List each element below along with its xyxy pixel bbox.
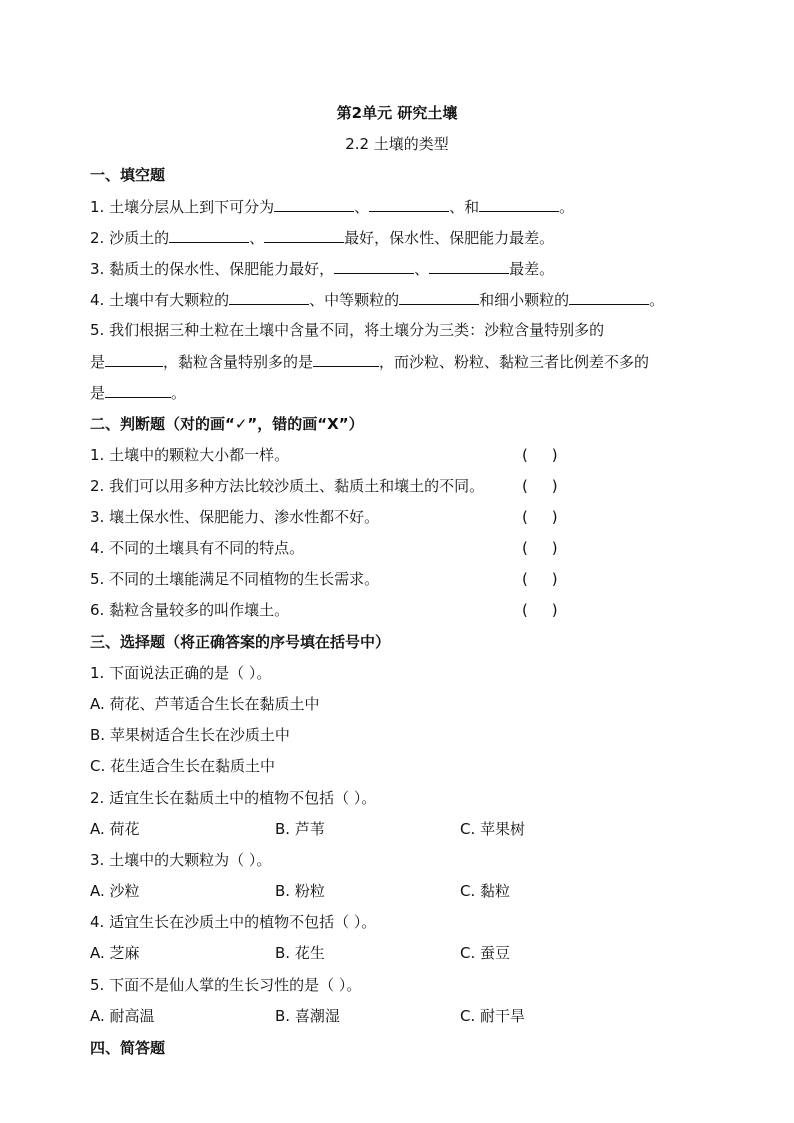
fill-question-3 — [90, 258, 554, 279]
question-text: 是 — [90, 384, 106, 402]
fill-question-5-line-2 — [90, 351, 649, 372]
answer-blank[interactable] — [105, 382, 171, 398]
fill-question-5-line-1: 5. 我们根据三种土粒在土壤中含量不同，将土壤分为三类：沙粒含量特别多的 — [90, 321, 605, 339]
fill-question-4 — [90, 289, 664, 310]
choice-option: C. 蚕豆 — [460, 944, 511, 962]
choice-question-2: 2. 适宜生长在黏质土中的植物不包括（ ）。 — [90, 789, 377, 807]
choice-option: B. 芦苇 — [275, 820, 325, 838]
unit-title: 第2单元 研究土壤 — [336, 104, 458, 122]
answer-blank[interactable] — [313, 351, 379, 367]
judge-answer-paren[interactable]: ( ) — [522, 446, 558, 464]
lesson-title: 2.2 土壤的类型 — [345, 135, 449, 153]
choice-question-3: 3. 土壤中的大颗粒为（ ）。 — [90, 851, 272, 869]
end-mark: 。 — [649, 291, 665, 309]
question-text: 、中等颗粒的 — [309, 291, 400, 309]
question-text: 和细小颗粒的 — [479, 291, 570, 309]
answer-blank[interactable] — [479, 196, 559, 212]
answer-blank[interactable] — [369, 196, 449, 212]
answer-blank[interactable] — [229, 289, 309, 305]
choice-option: A. 荷花 — [90, 820, 140, 838]
fill-question-5-line-3 — [90, 382, 186, 403]
fill-question-2 — [90, 227, 554, 248]
choice-option: A. 沙粒 — [90, 882, 140, 900]
choice-option: C. 花生适合生长在黏质土中 — [90, 757, 276, 775]
choice-question-1: 1. 下面说法正确的是（ ）。 — [90, 664, 272, 682]
answer-blank[interactable] — [264, 227, 344, 243]
choice-question-5: 5. 下面不是仙人掌的生长习性的是（ ）。 — [90, 976, 362, 994]
question-text: ，而沙粒、粉粒、黏粒三者比例差不多的 — [379, 353, 650, 371]
separator: 、 — [249, 229, 265, 247]
choice-option: B. 粉粒 — [275, 882, 325, 900]
question-text: 3. 黏质土的保水性、保肥能力最好， — [90, 260, 335, 278]
question-text: 1. 土壤分层从上到下可分为 — [90, 198, 275, 216]
judge-item-6: 6. 黏粒含量较多的叫作壤土。 — [90, 601, 290, 619]
choice-option: A. 荷花、芦苇适合生长在黏质土中 — [90, 695, 320, 713]
question-text: 2. 沙质土的 — [90, 229, 170, 247]
separator: 、 — [414, 260, 430, 278]
choice-option: B. 苹果树适合生长在沙质土中 — [90, 726, 290, 744]
answer-blank[interactable] — [274, 196, 354, 212]
separator: 、和 — [449, 198, 480, 216]
answer-blank[interactable] — [105, 351, 163, 367]
judge-answer-paren[interactable]: ( ) — [522, 539, 558, 557]
question-text: 最好，保水性、保肥能力最差。 — [344, 229, 555, 247]
choice-option: B. 花生 — [275, 944, 325, 962]
end-mark: 。 — [171, 384, 187, 402]
question-text: 4. 土壤中有大颗粒的 — [90, 291, 230, 309]
choice-option: A. 耐高温 — [90, 1007, 155, 1025]
answer-blank[interactable] — [399, 289, 479, 305]
judge-item-5: 5. 不同的土壤能满足不同植物的生长需求。 — [90, 570, 380, 588]
answer-blank[interactable] — [429, 258, 509, 274]
fill-question-1 — [90, 196, 574, 217]
judge-item-1: 1. 土壤中的颗粒大小都一样。 — [90, 446, 290, 464]
section-heading-fill-blank: 一、填空题 — [90, 166, 166, 184]
end-mark: 。 — [559, 198, 575, 216]
question-text: 最差。 — [509, 260, 555, 278]
section-heading-choice: 三、选择题（将正确答案的序号填在括号中） — [90, 633, 391, 651]
section-heading-judge: 二、判断题（对的画“✓”，错的画“X”） — [90, 415, 364, 433]
judge-answer-paren[interactable]: ( ) — [522, 570, 558, 588]
judge-answer-paren[interactable]: ( ) — [522, 508, 558, 526]
question-text: ，黏粒含量特别多的是 — [163, 353, 314, 371]
judge-answer-paren[interactable]: ( ) — [522, 601, 558, 619]
answer-blank[interactable] — [169, 227, 249, 243]
judge-item-4: 4. 不同的土壤具有不同的特点。 — [90, 539, 305, 557]
choice-option: B. 喜潮湿 — [275, 1007, 340, 1025]
answer-blank[interactable] — [569, 289, 649, 305]
section-heading-short-answer: 四、简答题 — [90, 1039, 166, 1057]
judge-answer-paren[interactable]: ( ) — [522, 477, 558, 495]
separator: 、 — [354, 198, 370, 216]
choice-question-4: 4. 适宜生长在沙质土中的植物不包括（ ）。 — [90, 913, 377, 931]
choice-option: C. 黏粒 — [460, 882, 511, 900]
question-text: 是 — [90, 353, 106, 371]
choice-option: C. 耐干旱 — [460, 1007, 526, 1025]
choice-option: C. 苹果树 — [460, 820, 526, 838]
judge-item-3: 3. 壤土保水性、保肥能力、渗水性都不好。 — [90, 508, 380, 526]
judge-item-2: 2. 我们可以用多种方法比较沙质土、黏质土和壤土的不同。 — [90, 477, 485, 495]
choice-option: A. 芝麻 — [90, 944, 140, 962]
answer-blank[interactable] — [334, 258, 414, 274]
